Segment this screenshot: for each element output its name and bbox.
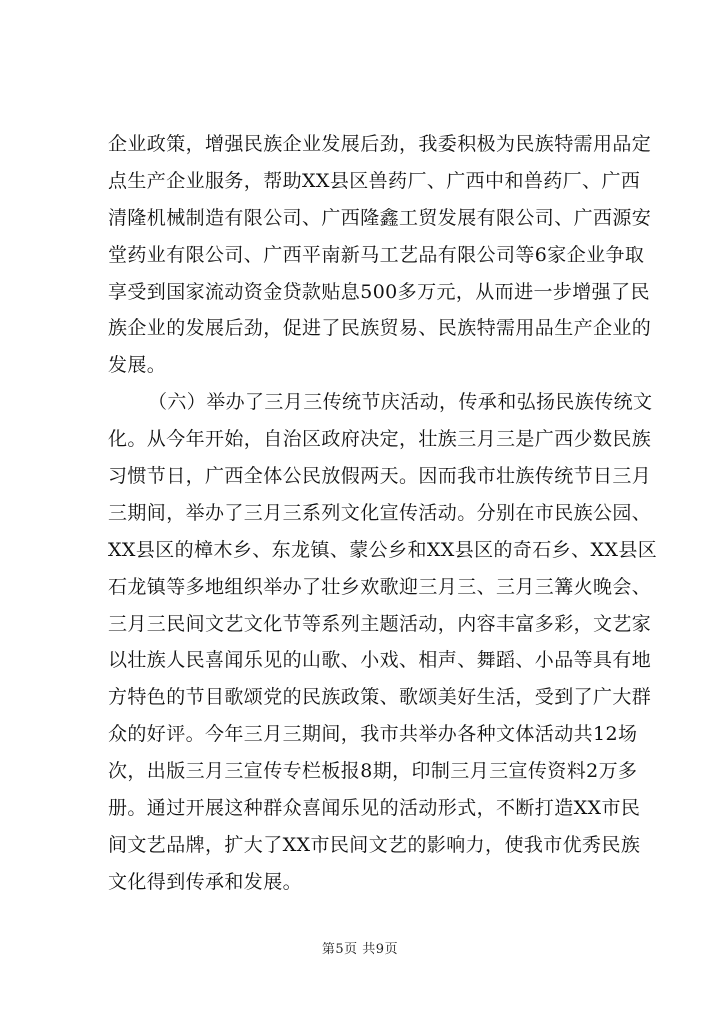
text-line: 享受到国家流动资金贷款贴息500多万元，从而进一步增强了民 bbox=[108, 280, 650, 303]
text-line: 方特色的节目歌颂党的民族政策、歌颂美好生活，受到了广大群 bbox=[108, 686, 652, 709]
text-line: 以壮族人民喜闻乐见的山歌、小戏、相声、舞蹈、小品等具有地 bbox=[108, 649, 652, 672]
text-line: 册。通过开展这种群众喜闻乐见的活动形式，不断打造XX市民 bbox=[108, 797, 641, 820]
text-line: 企业政策，增强民族企业发展后劲，我委积极为民族特需用品定 bbox=[108, 133, 652, 155]
text-line: 石龙镇等多地组织举办了壮乡欢歌迎三月三、三月三篝火晚会、 bbox=[108, 575, 652, 598]
body-text bbox=[108, 126, 658, 901]
text-line: 化。从今年开始，自治区政府决定，壮族三月三是广西少数民族 bbox=[108, 428, 652, 451]
text-line: 发展。 bbox=[108, 354, 167, 377]
text-line: 族企业的发展后劲，促进了民族贸易、民族特需用品生产企业的 bbox=[108, 317, 652, 340]
text-line: XX县区的樟木乡、东龙镇、蒙公乡和XX县区的奇石乡、XX县区 bbox=[108, 538, 658, 561]
paragraph-start-line: （六）举办了三月三传统节庆活动，传承和弘扬民族传统文 bbox=[148, 391, 653, 414]
page-number-footer: 第5页 共9页 bbox=[321, 942, 399, 957]
text-line: 堂药业有限公司、广西平南新马工艺品有限公司等6家企业争取 bbox=[108, 243, 645, 266]
text-line: 三月三民间文艺文化节等系列主题活动，内容丰富多彩，文艺家 bbox=[108, 612, 652, 635]
text-line: 三期间，举办了三月三系列文化宣传活动。分别在市民族公园、 bbox=[108, 501, 652, 524]
text-line: 间文艺品牌，扩大了XX市民间文艺的影响力，使我市优秀民族 bbox=[108, 833, 641, 856]
text-line: 众的好评。今年三月三期间，我市共举办各种文体活动共12场 bbox=[108, 723, 638, 746]
text-line: 清隆机械制造有限公司、广西隆鑫工贸发展有限公司、广西源安 bbox=[108, 206, 652, 229]
text-line: 点生产企业服务，帮助XX县区兽药厂、广西中和兽药厂、广西 bbox=[108, 169, 641, 192]
text-line: 次，出版三月三宣传专栏板报8期，印制三月三宣传资料2万多 bbox=[108, 760, 638, 783]
text-line: 习惯节日，广西全体公民放假两天。因而我市壮族传统节日三月 bbox=[108, 465, 652, 488]
text-line: 文化得到传承和发展。 bbox=[108, 870, 303, 893]
